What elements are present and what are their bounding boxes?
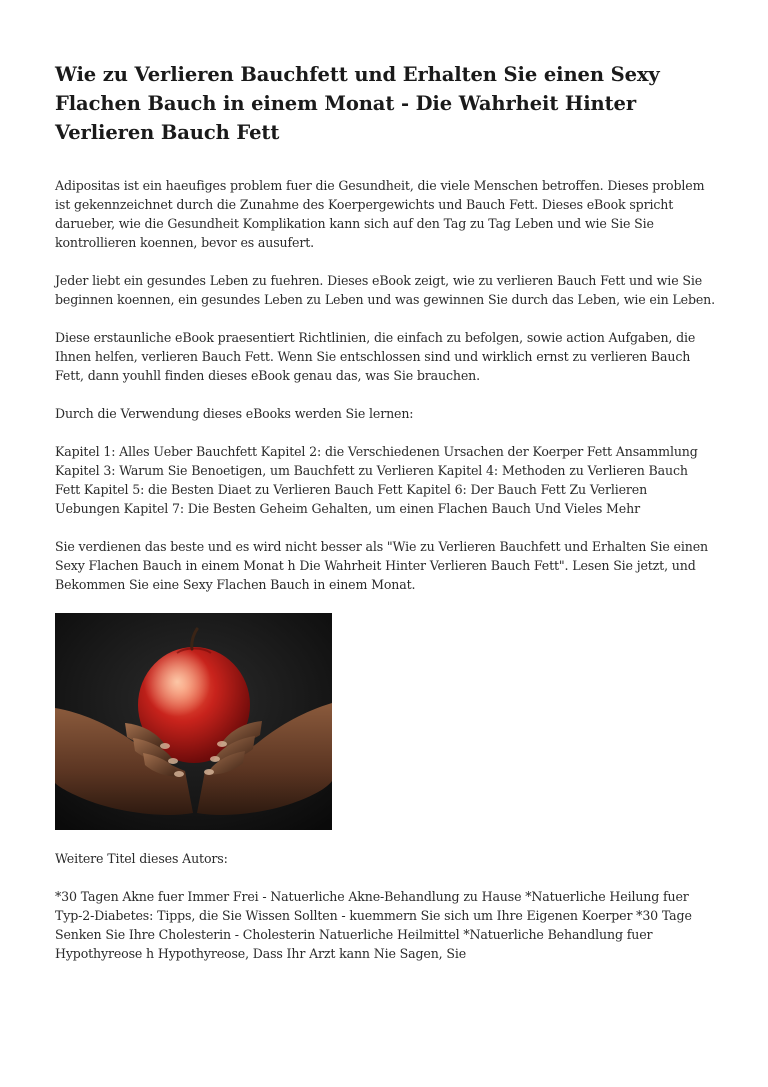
- paragraph-closing: Sie verdienen das beste und es wird nicht besser als "Wie zu Verlieren Bauchfett und Erhalten Sie einen Sexy Flachen Bauch in einem Monat h Die Wahrheit Hinter Verlieren Bauch Fett". Lesen Sie jetzt, und Bekommen Sie eine Sexy Flachen Bauch in einem Monat.: [55, 539, 708, 592]
- paragraph-chapters: Kapitel 1: Alles Ueber Bauchfett Kapitel 2: die Verschiedenen Ursachen der Koerper Fett Ansammlung Kapitel 3: Warum Sie Benoetigen, um Bauchfett zu Verlieren Kapitel 4: Methoden zu Verlieren Bauch Fett Kapitel 5: die Besten Diaet zu Verlieren Bauch Fett Kapitel 6: Der Bauch Fett Zu Verlieren Uebungen Kapitel 7: Die Besten Geheim Gehalten, um einen Flachen Bauch Und Vieles Mehr: [55, 444, 698, 516]
- apple-in-hands-photo: [55, 613, 332, 830]
- more-titles-list: *30 Tagen Akne fuer Immer Frei - Natuerliche Akne-Behandlung zu Hause *Natuerliche Heilung fuer Typ-2-Diabetes: Tipps, die Sie Wissen Sollten - kuemmern Sie sich um Ihre Eigenen Koerper *30 Tage Senken Sie Ihre Cholesterin - Cholesterin Natuerliche Heilmittel *Natuerliche Behandlung fuer Hypothyreose h Hypothyreose, Dass Ihr Arzt kann Nie Sagen, Sie: [55, 889, 692, 961]
- paragraph-intro: Adipositas ist ein haeufiges problem fuer die Gesundheit, die viele Menschen betroffen. Dieses problem ist gekennzeichnet durch die Zunahme des Koerpergewichts und Bauch Fett. Dieses eBook spricht darueber, wie die Gesundheit Komplikation kann sich auf den Tag zu Tag Leben und wie Sie Sie kontrollieren koennen, bevor es ausufert.: [55, 178, 705, 250]
- paragraph-learn-intro: Durch die Verwendung dieses eBooks werden Sie lernen:: [55, 406, 414, 421]
- document-title: Wie zu Verlieren Bauchfett und Erhalten Sie einen Sexy Flachen Bauch in einem Monat - Die Wahrheit Hinter Verlieren Bauch Fett: [55, 63, 660, 144]
- document-page: [55, 60, 715, 982]
- more-titles-heading: Weitere Titel dieses Autors:: [55, 851, 228, 866]
- paragraph-guidelines: Diese erstaunliche eBook praesentiert Richtlinien, die einfach zu befolgen, sowie action Aufgaben, die Ihnen helfen, verlieren Bauch Fett. Wenn Sie entschlossen sind und wirklich ernst zu verlieren Bauch Fett, dann youhll finden dieses eBook genau das, was Sie brauchen.: [55, 330, 696, 383]
- paragraph-healthy-life: Jeder liebt ein gesundes Leben zu fuehren. Dieses eBook zeigt, wie zu verlieren Bauch Fett und wie Sie beginnen koennen, ein gesundes Leben zu Leben und was gewinnen Sie durch das Leben, wie ein Leben.: [55, 273, 715, 307]
